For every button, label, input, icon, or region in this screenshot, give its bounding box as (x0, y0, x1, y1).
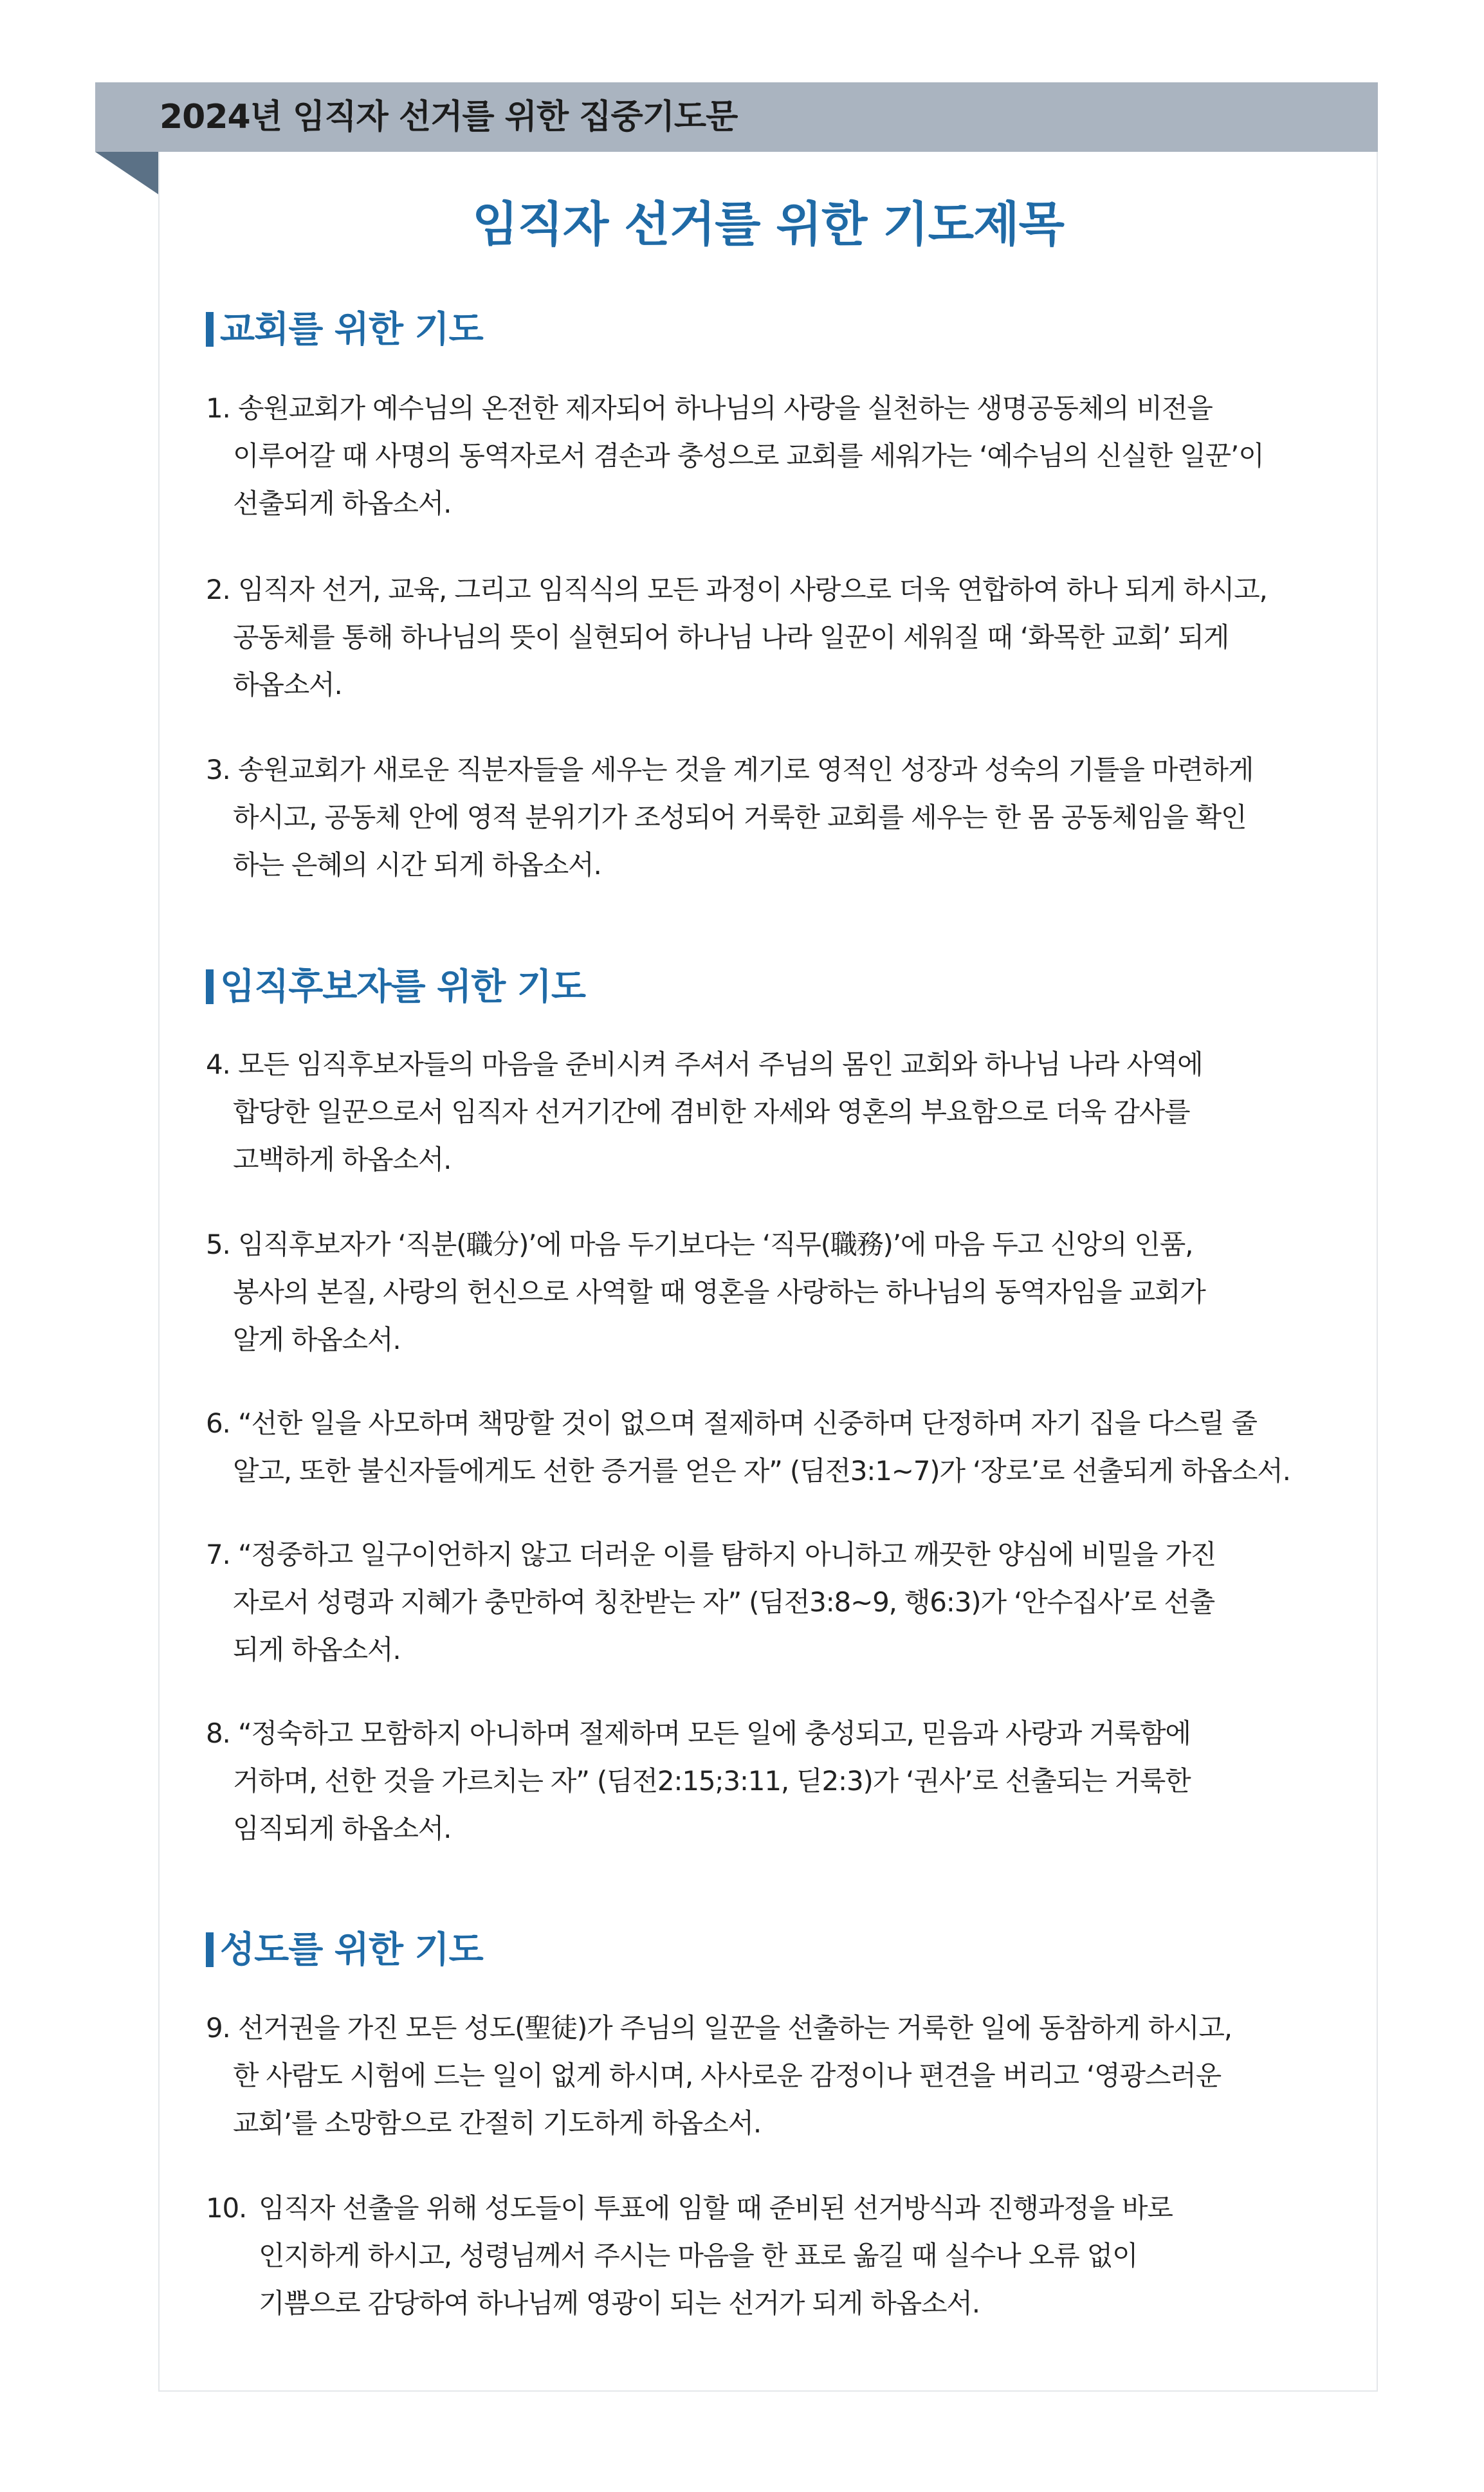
prayer-item-line: 임직되게 하옵소서. (233, 1813, 452, 1844)
prayer-item (206, 1710, 1338, 1853)
prayer-item-line: 알게 하옵소서. (233, 1324, 401, 1355)
section-marker-bar (206, 969, 214, 1004)
prayer-item-line: 알고, 또한 불신자들에게도 선한 증거를 얻은 자” (딤전3:1~7)가 ‘장로’로 선출되게 하옵소서. (233, 1455, 1290, 1487)
prayer-item-line: “선한 일을 사모하며 책망할 것이 없으며 절제하며 신중하며 단정하며 자기 집을 다스릴 줄 (238, 1407, 1257, 1439)
prayer-item-line: 인지하게 하시고, 성령님께서 주시는 마음을 한 표로 옮길 때 실수나 오류 없이 (259, 2240, 1138, 2271)
prayer-item-line: 거하며, 선한 것을 가르치는 자” (딤전2:15;3:11, 딛2:3)가 ‘권사’로 선출되는 거룩한 (233, 1765, 1191, 1797)
prayer-item-line: 기쁨으로 감당하여 하나님께 영광이 되는 선거가 되게 하옵소서. (259, 2287, 980, 2319)
section-heading-label: 교회를 위한 기도 (220, 309, 483, 351)
prayer-item (206, 385, 1338, 527)
prayer-item-line: 하는 은혜의 시간 되게 하옵소서. (233, 849, 601, 881)
prayer-item-line: 임직후보자가 ‘직분(職分)’에 마음 두기보다는 ‘직무(職務)’에 마음 두고 신앙의 인품, (238, 1229, 1193, 1260)
prayer-item-number: 8. (206, 1718, 230, 1749)
section-marker-bar (206, 1932, 214, 1967)
prayer-item (206, 2004, 1338, 2147)
prayer-item-number: 7. (206, 1539, 230, 1570)
prayer-item (206, 1400, 1338, 1495)
section-heading-label: 성도를 위한 기도 (220, 1929, 483, 1971)
banner-fold-corner (95, 152, 158, 194)
prayer-item (206, 566, 1338, 709)
prayer-item-number: 9. (206, 2012, 230, 2044)
prayer-item (206, 746, 1338, 889)
prayer-item-line: 송원교회가 새로운 직분자들을 세우는 것을 계기로 영적인 성장과 성숙의 기틀을 마련하게 (238, 754, 1254, 785)
prayer-item (206, 1041, 1338, 1184)
prayer-item (206, 2185, 1338, 2327)
prayer-item-line: 이루어갈 때 사명의 동역자로서 겸손과 충성으로 교회를 세워가는 ‘예수님의 신실한 일꾼’이 (233, 440, 1264, 472)
prayer-item (206, 1221, 1338, 1364)
prayer-item (206, 1531, 1338, 1674)
prayer-item-line: 봉사의 본질, 사랑의 헌신으로 사역할 때 영혼을 사랑하는 하나님의 동역자임을 교회가 (233, 1276, 1205, 1308)
prayer-item-line: 한 사람도 시험에 드는 일이 없게 하시며, 사사로운 감정이나 편견을 버리고 ‘영광스러운 (233, 2060, 1221, 2091)
prayer-item-number: 2. (206, 574, 230, 605)
prayer-item-line: 임직자 선거, 교육, 그리고 임직식의 모든 과정이 사랑으로 더욱 연합하여 하나 되게 하시고, (238, 574, 1267, 605)
prayer-item-line: 공동체를 통해 하나님의 뜻이 실현되어 하나님 나라 일꾼이 세워질 때 ‘화목한 교회’ 되게 (233, 621, 1229, 653)
prayer-item-line: 자로서 성령과 지혜가 충만하여 칭찬받는 자” (딤전3:8~9, 행6:3)가 ‘안수집사’로 선출 (233, 1586, 1215, 1618)
prayer-item-number: 1. (206, 392, 230, 424)
prayer-item-line: “정숙하고 모함하지 아니하며 절제하며 모든 일에 충성되고, 믿음과 사랑과 거룩함에 (238, 1718, 1191, 1749)
prayer-item-number: 5. (206, 1229, 230, 1260)
prayer-item-line: 합당한 일꾼으로서 임직자 선거기간에 겸비한 자세와 영혼의 부요함으로 더욱 감사를 (233, 1096, 1190, 1128)
prayer-item-line: 임직자 선출을 위해 성도들이 투표에 임할 때 준비된 선거방식과 진행과정을 바로 (259, 2192, 1173, 2224)
prayer-item-line: 하시고, 공동체 안에 영적 분위기가 조성되어 거룩한 교회를 세우는 한 몸 공동체임을 확인 (233, 802, 1247, 833)
prayer-item-line: 고백하게 하옵소서. (233, 1144, 452, 1175)
section-heading-label: 임직후보자를 위한 기도 (220, 966, 585, 1008)
section-heading-congregation (206, 1928, 483, 1973)
prayer-item-line: “정중하고 일구이언하지 않고 더러운 이를 탐하지 아니하고 깨끗한 양심에 비밀을 가진 (238, 1539, 1216, 1570)
banner-title: 2024년 임직자 선거를 위한 집중기도문 (160, 98, 738, 136)
section-heading-church (206, 307, 483, 353)
prayer-item-line: 모든 임직후보자들의 마음을 준비시켜 주셔서 주님의 몸인 교회와 하나님 나라 사역에 (238, 1049, 1203, 1080)
prayer-item-number: 6. (206, 1407, 230, 1439)
page-title: 임직자 선거를 위한 기도제목 (472, 197, 1065, 252)
prayer-item-line: 선거권을 가진 모든 성도(聖徒)가 주님의 일꾼을 선출하는 거룩한 일에 동참하게 하시고, (238, 2012, 1232, 2044)
header-banner (95, 82, 1378, 152)
prayer-item-number: 3. (206, 754, 230, 785)
prayer-item-line: 송원교회가 예수님의 온전한 제자되어 하나님의 사랑을 실천하는 생명공동체의 비전을 (238, 392, 1213, 424)
prayer-item-line: 하옵소서. (233, 669, 342, 701)
section-marker-bar (206, 312, 214, 347)
prayer-item-number: 4. (206, 1049, 230, 1080)
section-heading-candidates (206, 965, 585, 1010)
prayer-item-line: 되게 하옵소서. (233, 1634, 401, 1665)
prayer-item-line: 선출되게 하옵소서. (233, 488, 452, 519)
prayer-item-line: 교회’를 소망함으로 간절히 기도하게 하옵소서. (233, 2107, 761, 2139)
prayer-item-number: 10. (206, 2192, 247, 2224)
